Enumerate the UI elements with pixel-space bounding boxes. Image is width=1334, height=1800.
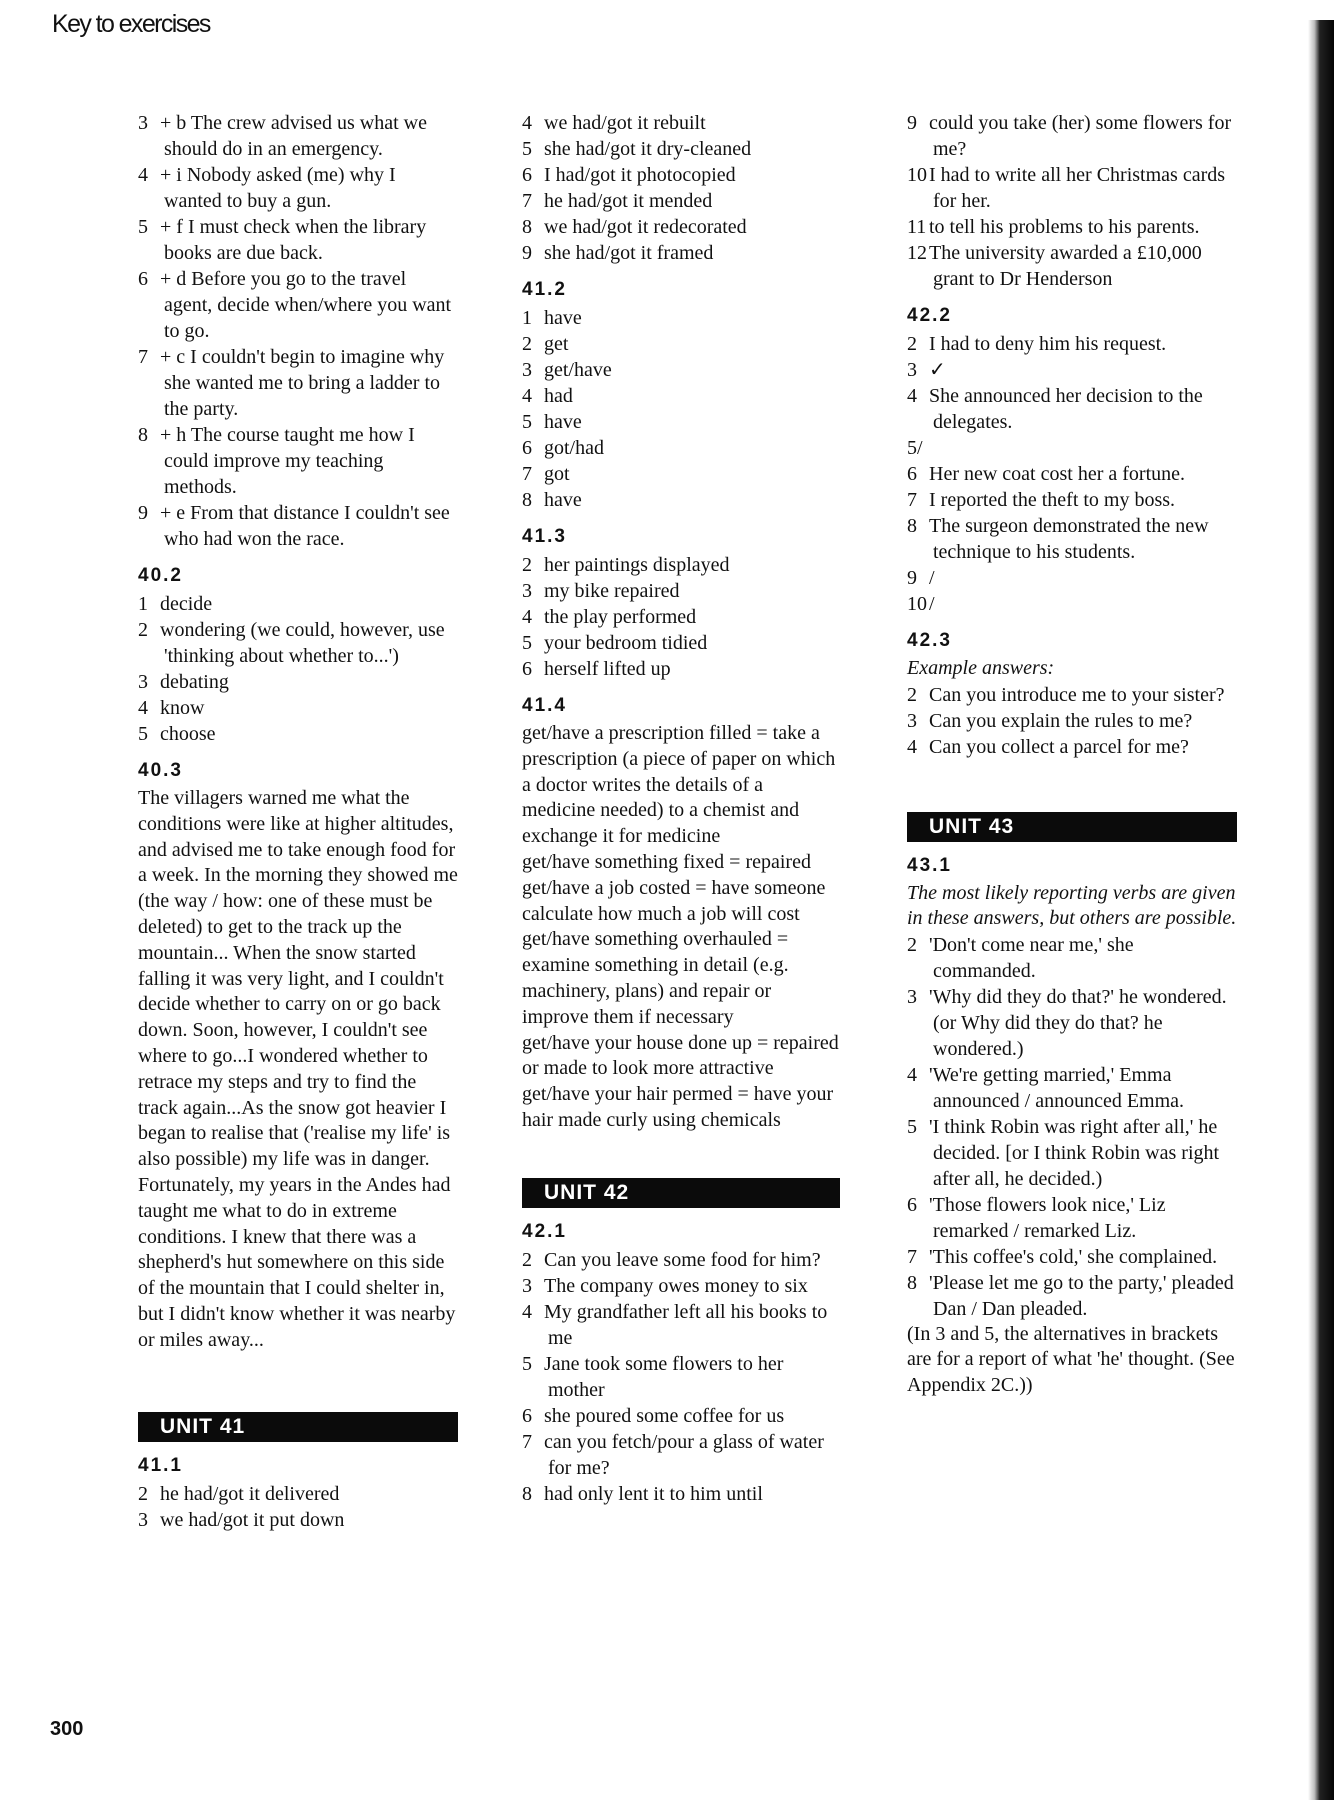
section-heading-42-2: 42.2 <box>907 305 952 326</box>
note-43-1: The most likely reporting verbs are given in these answers, but others are possible. <box>907 881 1237 929</box>
answer-text: + d Before you go to the travel agent, decide when/where you want to go. <box>160 268 452 342</box>
answer-number: 2 <box>522 554 532 576</box>
answer-text: have <box>544 307 582 329</box>
answer-number: 7 <box>522 463 532 485</box>
answer-number: 12 <box>907 242 927 264</box>
answer-text: had only lent it to him until <box>544 1482 763 1505</box>
section-heading-42-3: 42.3 <box>907 630 952 651</box>
answer-item <box>522 552 840 578</box>
answer-number: 2 <box>522 333 532 355</box>
answer-text: we had/got it put down <box>160 1508 345 1531</box>
answer-text: She announced her decision to the delegates. <box>929 385 1203 433</box>
answer-item <box>138 214 458 266</box>
answer-text: her paintings displayed <box>544 554 730 576</box>
answer-item <box>138 1481 458 1507</box>
answer-item <box>522 110 840 136</box>
answer-item <box>907 565 1237 591</box>
answer-text: + b The crew advised us what we should do in an emergency. <box>160 112 427 160</box>
answer-item <box>138 266 458 344</box>
answer-item <box>522 656 840 682</box>
answer-number: 3 <box>138 112 148 134</box>
answer-item <box>138 669 458 695</box>
answer-item <box>522 630 840 656</box>
answer-item <box>522 357 840 383</box>
answer-item <box>907 487 1237 513</box>
answer-number: 5 <box>907 1115 917 1138</box>
answer-text: Can you collect a parcel for me? <box>929 735 1189 758</box>
answer-text: 'We're getting married,' Emma announced / announced Emma. <box>929 1063 1185 1112</box>
answer-text: got/had <box>544 437 604 459</box>
answer-list-41-2 <box>522 305 840 513</box>
answer-item <box>522 435 840 461</box>
answer-item <box>522 1429 840 1481</box>
answer-number: 2 <box>138 1482 148 1505</box>
answer-number: 1 <box>522 307 532 329</box>
answer-number: 7 <box>522 190 532 212</box>
answer-text: we had/got it rebuilt <box>544 112 706 134</box>
answer-text: decide <box>160 593 213 615</box>
answer-text: got <box>544 463 570 485</box>
answer-text: My grandfather left all his books to me <box>544 1300 828 1349</box>
answer-number: 8 <box>138 424 148 446</box>
answer-number: 5 <box>138 216 148 238</box>
answer-item <box>138 344 458 422</box>
answer-text: herself lifted up <box>544 658 671 680</box>
answer-number: 4 <box>522 606 532 628</box>
answer-text: get/have <box>544 359 612 381</box>
column-2 <box>522 110 840 1507</box>
answer-number: 3 <box>907 985 917 1008</box>
answer-number: 8 <box>522 1482 532 1505</box>
answer-text: to tell his problems to his parents. <box>929 216 1200 238</box>
answer-text: have <box>544 411 582 433</box>
definition-paragraph: get/have something fixed = repaired <box>522 850 811 873</box>
answer-text: debating <box>160 671 229 693</box>
answer-list-42-3 <box>907 682 1237 760</box>
answer-text: have <box>544 489 582 511</box>
answer-item <box>907 435 1237 461</box>
answer-item <box>138 591 458 617</box>
answer-number: 3 <box>138 671 148 693</box>
definition-paragraph: get/have your hair permed = have your hair made curly using chemicals <box>522 1083 834 1131</box>
answer-item <box>907 1192 1237 1244</box>
answer-item <box>907 1270 1237 1322</box>
answer-number: 5 <box>522 411 532 433</box>
answer-number: 3 <box>522 359 532 381</box>
answer-number: 8 <box>522 489 532 511</box>
example-answers-label: Example answers: <box>907 657 1055 679</box>
answer-number: 11 <box>907 216 927 238</box>
answer-item <box>522 1403 840 1429</box>
answer-item <box>522 487 840 513</box>
answer-item <box>522 162 840 188</box>
answer-item <box>522 578 840 604</box>
answer-item <box>907 461 1237 487</box>
answer-text: I reported the theft to my boss. <box>929 489 1176 511</box>
answer-item <box>907 162 1237 214</box>
answer-item <box>907 591 1237 617</box>
answer-item <box>522 409 840 435</box>
answer-item <box>138 110 458 162</box>
column-3 <box>907 110 1237 1399</box>
answer-item <box>138 1507 458 1533</box>
section-heading-41-3: 41.3 <box>522 526 567 547</box>
answer-number: 8 <box>522 216 532 238</box>
answer-number: 10 <box>907 593 927 615</box>
answer-item <box>907 513 1237 565</box>
answer-text: The university awarded a £10,000 grant to Dr Henderson <box>929 242 1202 290</box>
answer-list-42-1-continued <box>907 110 1237 292</box>
answer-number: 3 <box>522 1274 532 1297</box>
answer-text: know <box>160 697 205 719</box>
answer-number: 9 <box>138 502 148 524</box>
definition-paragraph: get/have your house done up = repaired or made to look more attractive <box>522 1031 839 1080</box>
answer-number: 5 <box>138 723 148 745</box>
answer-text: / <box>929 567 935 589</box>
answer-text: Can you introduce me to your sister? <box>929 683 1225 706</box>
answer-item <box>138 162 458 214</box>
answer-text: my bike repaired <box>544 580 680 602</box>
answer-item <box>522 461 840 487</box>
section-heading-40-2: 40.2 <box>138 565 183 586</box>
answer-number: 5/ <box>907 437 923 459</box>
answer-list-42-2 <box>907 331 1237 617</box>
answer-number: 3 <box>907 709 917 732</box>
answer-item <box>522 1351 840 1403</box>
answer-text: she poured some coffee for us <box>544 1404 785 1427</box>
answer-item <box>522 331 840 357</box>
answer-item <box>907 383 1237 435</box>
answer-list-41-1 <box>138 1481 458 1533</box>
answer-number: 9 <box>907 567 917 589</box>
answer-text: I had/got it photocopied <box>544 164 736 186</box>
answer-text: 'Don't come near me,' she commanded. <box>929 933 1134 982</box>
answer-text: + e From that distance I couldn't see who had won the race. <box>160 502 450 550</box>
answer-text: Can you explain the rules to me? <box>929 709 1193 732</box>
answer-text: The surgeon demonstrated the new technique to his students. <box>929 515 1209 563</box>
answer-text: she had/got it framed <box>544 242 714 264</box>
answer-text: + i Nobody asked (me) why I wanted to buy a gun. <box>160 164 396 212</box>
answer-number: 9 <box>522 242 532 264</box>
answer-number: 5 <box>522 632 532 654</box>
answer-number: 4 <box>138 697 148 719</box>
answer-number: 2 <box>522 1248 532 1271</box>
answer-item <box>907 984 1237 1062</box>
section-heading-43-1: 43.1 <box>907 854 952 876</box>
answer-item <box>907 1062 1237 1114</box>
answer-number: 7 <box>907 1245 917 1268</box>
answer-number: 10 <box>907 164 927 186</box>
answer-number: 3 <box>522 580 532 602</box>
answer-item <box>907 331 1237 357</box>
answer-text: she had/got it dry-cleaned <box>544 138 752 160</box>
answer-list-42-1 <box>522 1247 840 1507</box>
answer-item <box>138 500 458 552</box>
definition-paragraph: get/have a job costed = have someone calculate how much a job will cost <box>522 876 826 925</box>
answer-number: 2 <box>907 933 917 956</box>
answer-text: can you fetch/pour a glass of water for me? <box>544 1430 824 1479</box>
answer-text: had <box>544 385 573 407</box>
answer-number: 9 <box>907 112 917 134</box>
answer-number: 2 <box>907 683 917 706</box>
answer-item <box>522 305 840 331</box>
answer-list-41-1-continued <box>522 110 840 266</box>
answer-number: 6 <box>907 1193 917 1216</box>
answer-number: 4 <box>522 112 532 134</box>
answer-text: 'Why did they do that?' he wondered. (or Why did they do that? he wondered.) <box>929 985 1227 1060</box>
answer-text: I had to write all her Christmas cards for her. <box>929 164 1226 212</box>
answer-list-40-2 <box>138 591 458 747</box>
unit-banner-42: UNIT 42 <box>522 1178 840 1208</box>
column-1 <box>138 110 458 1533</box>
answer-item <box>907 682 1237 708</box>
answer-text: 'This coffee's cold,' she complained. <box>929 1245 1218 1268</box>
answer-text: I had to deny him his request. <box>929 333 1167 355</box>
answer-number: 6 <box>522 164 532 186</box>
answer-item <box>522 240 840 266</box>
answer-number: 4 <box>907 385 917 407</box>
answer-text: Jane took some flowers to her mother <box>544 1352 784 1401</box>
answer-text: Her new coat cost her a fortune. <box>929 463 1185 485</box>
answer-item <box>907 214 1237 240</box>
answer-text: your bedroom tidied <box>544 632 708 654</box>
answer-number: 5 <box>522 1352 532 1375</box>
answer-number: 5 <box>522 138 532 160</box>
answer-item <box>522 136 840 162</box>
answer-item <box>138 422 458 500</box>
answer-number: 8 <box>907 1271 917 1294</box>
answer-number: 4 <box>138 164 148 186</box>
section-heading-41-4: 41.4 <box>522 695 567 716</box>
answer-item <box>138 617 458 669</box>
answer-number: 7 <box>138 346 148 368</box>
answer-number: 7 <box>907 489 917 511</box>
answer-list-41-3 <box>522 552 840 682</box>
answer-item <box>522 604 840 630</box>
answer-number: 6 <box>522 1404 532 1427</box>
answer-text: he had/got it mended <box>544 190 713 212</box>
answer-number: 2 <box>907 333 917 355</box>
answer-paragraph-40-3: The villagers warned me what the conditions were like at higher altitudes, and advised me to take enough food for a week. In the morning they showed me (the way / how: one of these must be deleted) to get to the track up the mountain... When the snow started falling it was very light, and I couldn't decide whether to carry on or go back down. Soon, however, I couldn't see where to go...I wondered whether to retrace my steps and try to find the track again...As the snow got heavier I began to realise that ('realise my life' is also possible) my life was in danger. Fortunately, my years in the Andes had taught me what to do in extreme conditions. I knew that there was a shepherd's hut somewhere on this side of the mountain that I could shelter in, but I didn't know whether it was nearby or miles away... <box>138 787 458 1351</box>
answer-item <box>522 1299 840 1351</box>
answer-item <box>522 188 840 214</box>
answer-text: 'Please let me go to the party,' pleaded Dan / Dan pleaded. <box>929 1271 1234 1320</box>
answer-item <box>522 214 840 240</box>
answer-text: + h The course taught me how I could improve my teaching methods. <box>160 424 415 498</box>
unit-banner-43: UNIT 43 <box>907 812 1237 842</box>
answer-number: 6 <box>522 437 532 459</box>
answer-number: 3 <box>138 1508 148 1531</box>
answer-number: 6 <box>907 463 917 485</box>
answer-number: 8 <box>907 515 917 537</box>
answer-item <box>907 110 1237 162</box>
answer-text: 'I think Robin was right after all,' he decided. [or I think Robin was right after all, he decided.) <box>929 1115 1220 1190</box>
answer-number: 7 <box>522 1430 532 1453</box>
answer-number: 3 <box>907 359 917 381</box>
section-heading-41-2: 41.2 <box>522 279 567 300</box>
answer-text: 'Those flowers look nice,' Liz remarked / remarked Liz. <box>929 1193 1166 1242</box>
page-header: Key to exercises <box>52 10 210 38</box>
answer-text: / <box>929 593 935 615</box>
answer-item <box>138 695 458 721</box>
answer-item <box>522 1247 840 1273</box>
answer-item <box>907 932 1237 984</box>
answer-item <box>522 1273 840 1299</box>
scan-edge <box>1308 20 1334 1800</box>
answer-item <box>522 383 840 409</box>
unit-banner-41: UNIT 41 <box>138 1412 458 1442</box>
answer-item <box>907 1114 1237 1192</box>
answer-text: we had/got it redecorated <box>544 216 747 238</box>
answer-text: + f I must check when the library books are due back. <box>160 216 427 264</box>
answer-item <box>522 1481 840 1507</box>
section-heading-40-3: 40.3 <box>138 760 183 781</box>
answer-text: + c I couldn't begin to imagine why she wanted me to bring a ladder to the party. <box>160 346 445 420</box>
section-heading-41-1: 41.1 <box>138 1454 183 1476</box>
answer-text: could you take (her) some flowers for me? <box>929 112 1232 160</box>
section-heading-42-1: 42.1 <box>522 1220 567 1242</box>
answer-text: Can you leave some food for him? <box>544 1248 821 1271</box>
answer-item <box>907 240 1237 292</box>
answer-number: 6 <box>138 268 148 290</box>
answer-text: The company owes money to six <box>544 1274 808 1297</box>
answer-number: 4 <box>907 1063 917 1086</box>
answer-text: choose <box>160 723 216 745</box>
answer-text: get <box>544 333 569 355</box>
page-number: 300 <box>50 1718 84 1740</box>
answer-number: 6 <box>522 658 532 680</box>
answer-item <box>138 721 458 747</box>
answer-number: 4 <box>907 735 917 758</box>
answer-text: the play performed <box>544 606 697 628</box>
answer-number: 4 <box>522 1300 532 1323</box>
answer-list-43-1 <box>907 932 1237 1322</box>
answer-item <box>907 357 1237 383</box>
answer-item <box>907 1244 1237 1270</box>
answer-item <box>907 708 1237 734</box>
answer-text: wondering (we could, however, use 'thinking about whether to...') <box>160 619 445 667</box>
answer-number: 4 <box>522 385 532 407</box>
answer-number: 2 <box>138 619 148 641</box>
definition-paragraph: get/have a prescription filled = take a prescription (a piece of paper on which a doctor writes the details of a medicine needed) to a chemist and exchange it for medicine <box>522 722 836 848</box>
answer-item <box>907 734 1237 760</box>
answer-text: ✓ <box>929 359 946 381</box>
answer-number: 1 <box>138 593 148 615</box>
definition-paragraph: get/have something overhauled = examine something in detail (e.g. machinery, plans) and repair or improve them if necessary <box>522 928 789 1028</box>
answer-text: he had/got it delivered <box>160 1482 340 1505</box>
answer-list-40-1 <box>138 110 458 552</box>
closing-note: (In 3 and 5, the alternatives in brackets are for a report of what 'he' thought. (See Appendix 2C.)) <box>907 1322 1235 1397</box>
answer-paragraphs-41-4 <box>522 721 840 1134</box>
